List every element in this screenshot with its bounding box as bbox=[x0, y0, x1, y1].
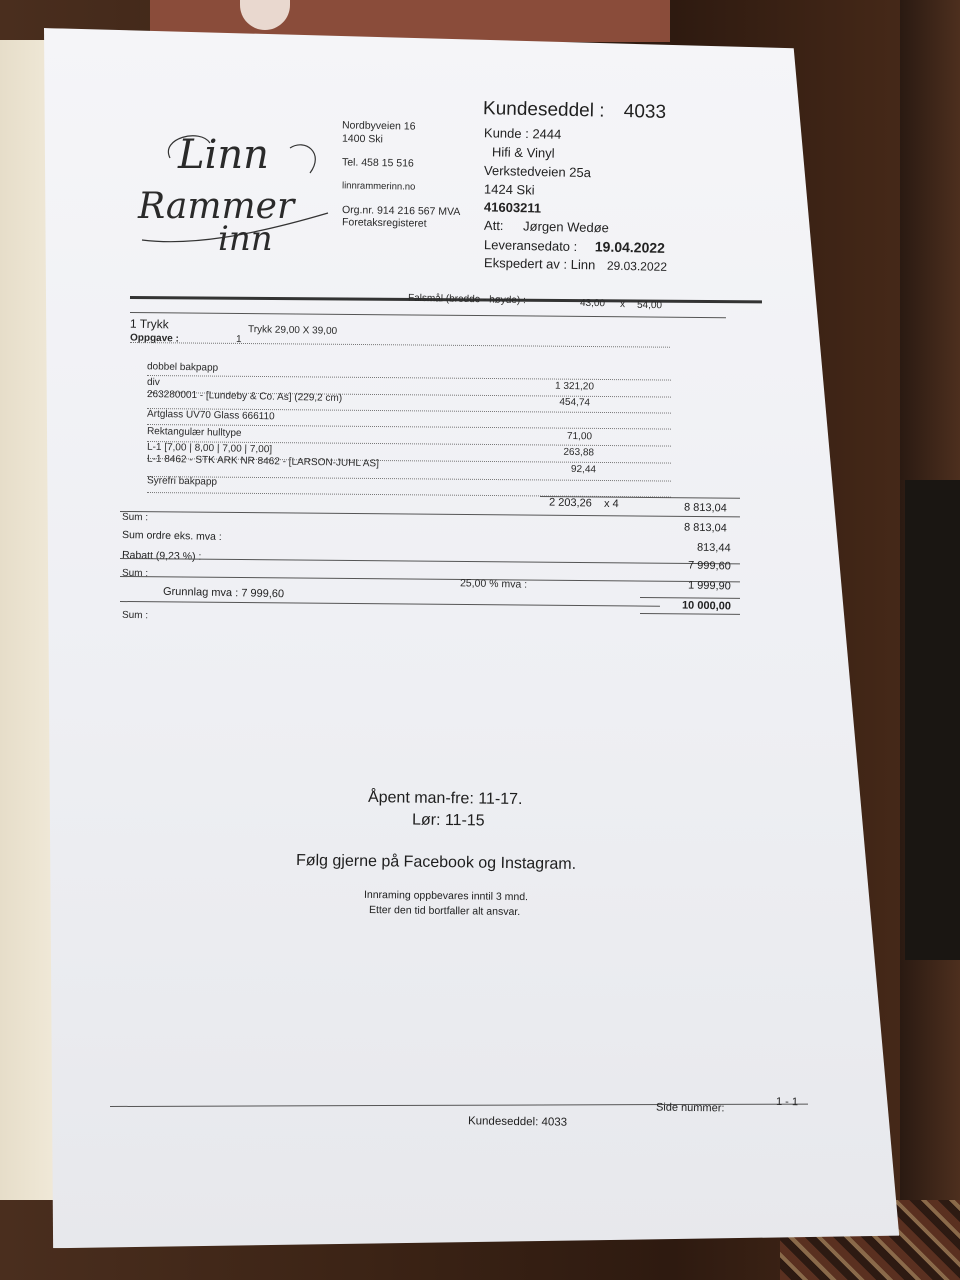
discount-label: Rabatt (9,23 %) : bbox=[121, 549, 202, 563]
document-title bbox=[483, 98, 666, 124]
vat-bottom-divider bbox=[120, 601, 660, 607]
att-label: Att: bbox=[483, 217, 504, 234]
item-description: Syrefri bakpapp bbox=[146, 475, 218, 488]
customer-street: Verkstedveien 25a bbox=[483, 162, 592, 181]
customer-phone: 41603211 bbox=[483, 199, 542, 216]
svg-text:Linn: Linn bbox=[178, 132, 269, 178]
task-quantity: 1 bbox=[235, 333, 242, 346]
att-name: Jørgen Wedøe bbox=[522, 218, 610, 236]
falsmal-height: 54,00 bbox=[636, 299, 663, 312]
svg-text:inn: inn bbox=[218, 219, 273, 259]
page-number-value: 1 - 1 bbox=[775, 1095, 799, 1109]
footer-document-ref: Kundeseddel: 4033 bbox=[467, 1115, 568, 1129]
item-description: dobbel bakpapp bbox=[146, 361, 219, 374]
order-sum-value: 8 813,04 bbox=[683, 521, 727, 535]
vat-value: 1 999,90 bbox=[687, 579, 731, 593]
total-underline bbox=[640, 613, 740, 615]
task-description: Trykk 29,00 X 39,00 bbox=[247, 324, 338, 337]
page-number-label: Side nummer: bbox=[655, 1101, 725, 1115]
grand-total-value: 10 000,00 bbox=[681, 599, 732, 613]
customer-city: 1424 Ski bbox=[483, 181, 535, 198]
falsmal-underline bbox=[130, 312, 726, 318]
address-org-number: Org.nr. 914 216 567 MVA bbox=[341, 203, 461, 219]
item-description: Artglass UV70 Glass 666110 bbox=[146, 408, 275, 423]
falsmal-width: 43,00 bbox=[579, 297, 606, 310]
delivery-date-label: Leveransedato : bbox=[483, 237, 578, 255]
document-number: 4033 bbox=[623, 101, 667, 123]
item-price: 71,00 bbox=[566, 430, 593, 443]
address-postal: 1400 Ski bbox=[341, 132, 383, 146]
item-description: div bbox=[146, 376, 160, 389]
vat-rate-label: 25,00 % mva : bbox=[459, 577, 528, 591]
total-top-line bbox=[640, 597, 740, 599]
grand-total-label: Sum : bbox=[121, 609, 149, 622]
served-date: 29.03.2022 bbox=[606, 258, 668, 274]
sum-after-discount-label: Sum : bbox=[121, 567, 149, 580]
linn-rammer-inn-logo bbox=[130, 118, 335, 263]
item-price: 263,88 bbox=[563, 446, 595, 459]
order-sum-label: Sum ordre eks. mva : bbox=[121, 528, 222, 544]
customer-company: Hifi & Vinyl bbox=[491, 144, 555, 161]
served-by: Ekspedert av : Linn bbox=[483, 255, 596, 273]
storage-note: Innraming oppbevares inntil 3 mnd. bbox=[363, 888, 529, 904]
discount-value: 813,44 bbox=[696, 541, 731, 555]
svg-text:Rammer: Rammer bbox=[138, 186, 295, 227]
vat-top-divider bbox=[120, 576, 740, 582]
customer-att bbox=[484, 218, 609, 236]
opening-hours-weekday: Åpent man-fre: 11-17. bbox=[367, 788, 523, 809]
served-by-row bbox=[484, 255, 667, 274]
task-label: Oppgave : bbox=[129, 332, 180, 345]
item-price: 454,74 bbox=[559, 396, 591, 409]
subtotal-divider bbox=[120, 511, 740, 517]
social-media-note: Følg gjerne på Facebook og Instagram. bbox=[295, 852, 577, 873]
item-description: L-1 8462 - STK ARK NR 8462 - [LARSON-JUHL AS] bbox=[146, 453, 380, 470]
item-description: 263280001 - [Lundeby & Co. As] (229,2 cm) bbox=[146, 388, 343, 405]
address-street: Nordbyveien 16 bbox=[341, 119, 416, 133]
document-title-label: Kundeseddel : bbox=[482, 98, 605, 122]
item-divider bbox=[147, 375, 671, 381]
falsmal-x: x bbox=[619, 298, 626, 311]
sum-after-discount-value: 7 999,60 bbox=[687, 559, 731, 573]
subtotal-quantity: x 4 bbox=[603, 497, 619, 511]
job-title: 1 Trykk bbox=[129, 316, 169, 332]
delivery-date: 19.04.2022 bbox=[594, 238, 666, 256]
address-register: Foretaksregisteret bbox=[341, 216, 427, 230]
subtotal-unit-price: 2 203,26 bbox=[548, 496, 592, 510]
vat-base bbox=[163, 586, 284, 601]
item-price: 1 321,20 bbox=[554, 380, 595, 393]
sum-label: Sum : bbox=[121, 511, 149, 524]
opening-hours-saturday: Lør: 11-15 bbox=[411, 811, 485, 830]
item-price: 92,44 bbox=[570, 463, 597, 476]
item-description: L-1 [7,00 | 8,00 | 7,00 | 7,00] bbox=[146, 441, 273, 456]
subtotal-value: 8 813,04 bbox=[683, 501, 727, 515]
liability-note: Etter den tid bortfaller alt ansvar. bbox=[368, 903, 521, 919]
task-divider bbox=[130, 342, 670, 348]
item-divider bbox=[147, 476, 671, 482]
falsmal-label: Falsmål (bredde - høyde) : bbox=[407, 292, 526, 307]
address-phone: Tel. 458 15 516 bbox=[341, 156, 414, 170]
vat-base-text: Grunnlag mva : 7 999,60 bbox=[162, 585, 285, 601]
customer-number: Kunde : 2444 bbox=[483, 125, 562, 142]
address-website: linnrammerinn.no bbox=[341, 180, 416, 193]
item-description: Rektangulær hulltype bbox=[146, 426, 242, 439]
delivery-date-row bbox=[484, 236, 665, 256]
discount-divider bbox=[120, 558, 740, 564]
